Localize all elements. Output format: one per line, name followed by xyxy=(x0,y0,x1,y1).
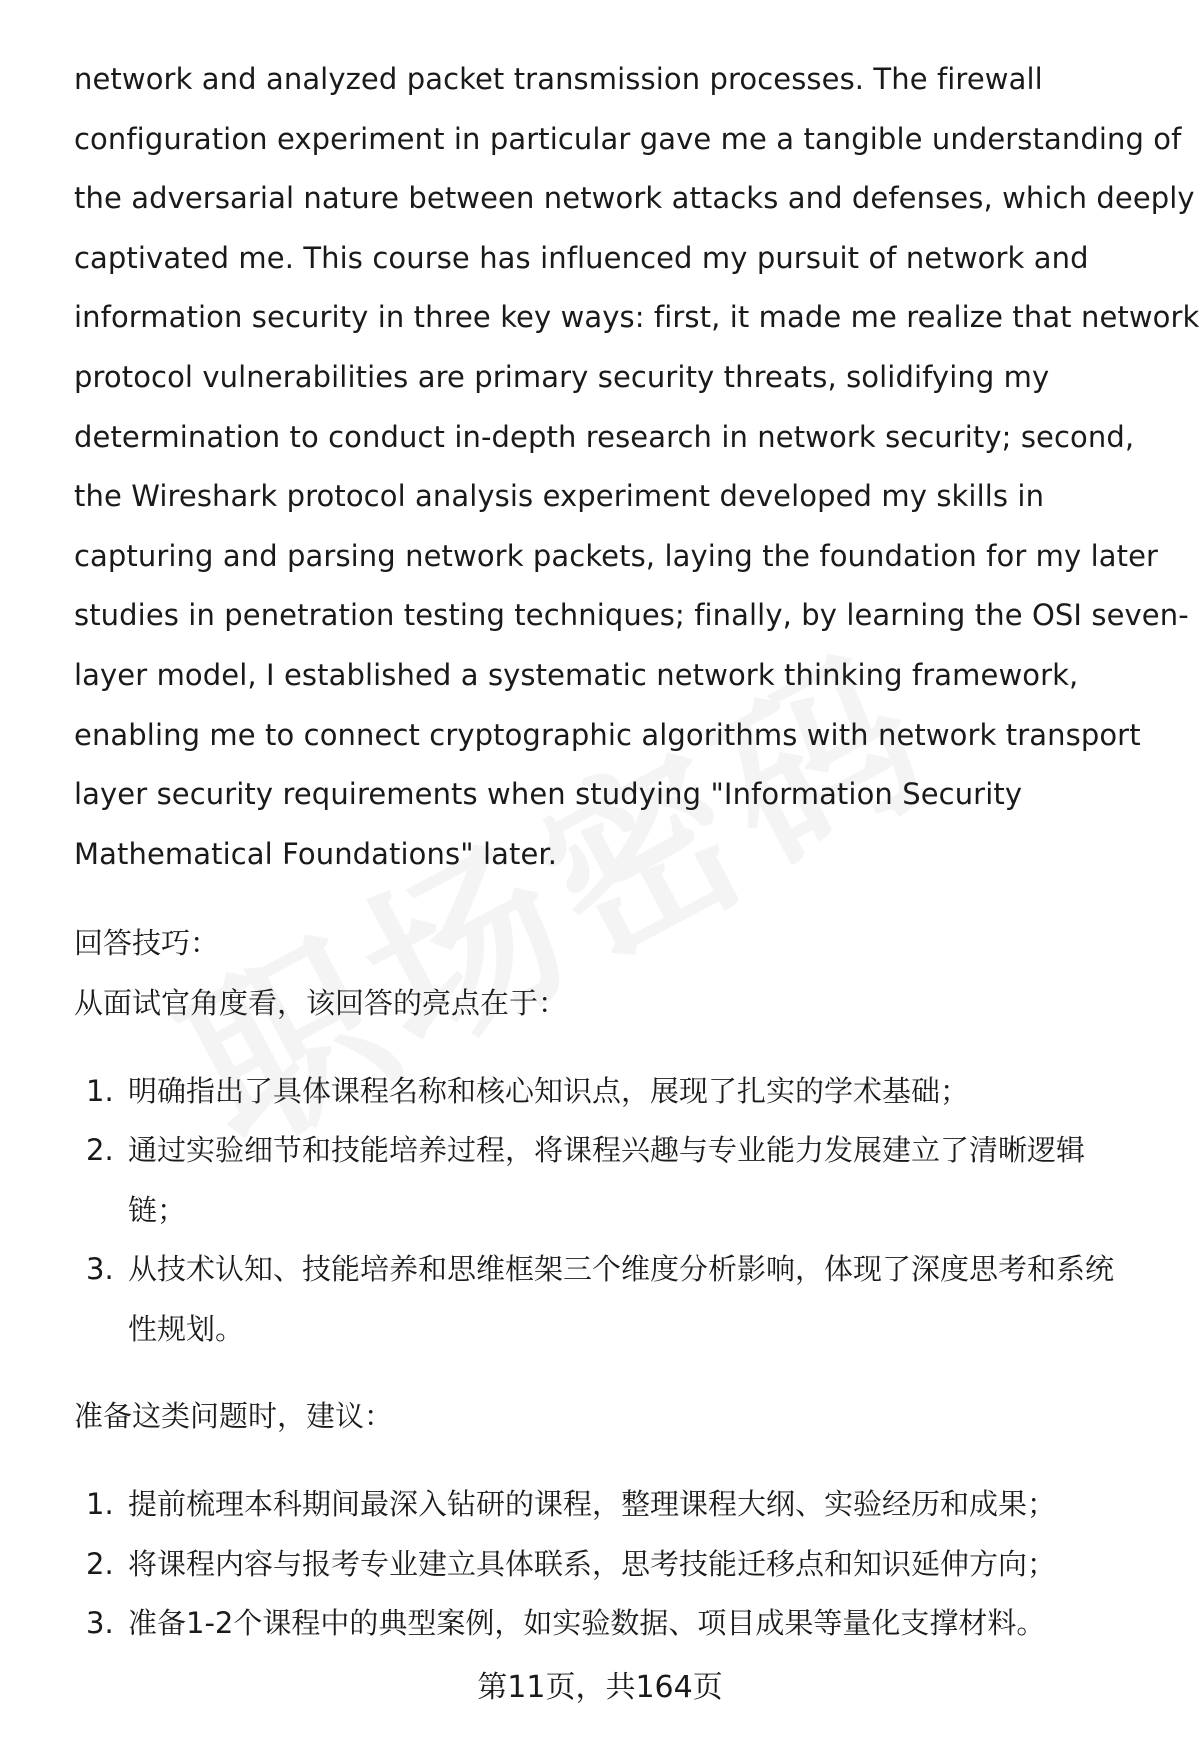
list-item xyxy=(74,1062,1164,1122)
document-page xyxy=(74,50,1200,1654)
list-item-text: 提前梳理本科期间最深入钻研的课程，整理课程大纲、实验经历和成果； xyxy=(128,1487,1057,1522)
list-item-text: 性规划。 xyxy=(128,1311,245,1346)
list-number: 1. xyxy=(86,1073,114,1108)
list-number: 1. xyxy=(86,1487,114,1522)
list-item-text: 从技术认知、技能培养和思维框架三个维度分析影响，体现了深度思考和系统 xyxy=(128,1252,1115,1287)
list-item xyxy=(74,1240,1164,1359)
paragraph-line: studies in penetration testing techniques; finally, by learning the OSI seven- xyxy=(74,598,1189,633)
list-item-text: 通过实验细节和技能培养过程，将课程兴趣与专业能力发展建立了清晰逻辑 xyxy=(128,1133,1086,1168)
paragraph-line: Mathematical Foundations" later. xyxy=(74,836,558,871)
paragraph-line: protocol vulnerabilities are primary security threats, solidifying my xyxy=(74,359,1050,394)
list-item-text: 将课程内容与报考专业建立具体联系，思考技能迁移点和知识延伸方向； xyxy=(128,1546,1057,1581)
paragraph-line: configuration experiment in particular gave me a tangible understanding of xyxy=(74,121,1182,156)
list-item xyxy=(74,1535,1164,1595)
list-number: 2. xyxy=(86,1546,114,1581)
list-item xyxy=(74,1121,1164,1240)
paragraph-line: the Wireshark protocol analysis experiment developed my skills in xyxy=(74,479,1045,514)
body-paragraph xyxy=(74,50,1200,884)
advice-list xyxy=(74,1475,1164,1654)
paragraph-line: determination to conduct in-depth research in network security; second, xyxy=(74,419,1135,454)
list-number: 3. xyxy=(86,1606,114,1641)
page-number-footer: 第11页，共164页 xyxy=(477,1670,723,1705)
tips-heading: 回答技巧： xyxy=(74,926,220,961)
paragraph-line: layer security requirements when studying "Information Security xyxy=(74,777,1023,812)
list-item-text: 明确指出了具体课程名称和核心知识点，展现了扎实的学术基础； xyxy=(128,1073,970,1108)
paragraph-line: the adversarial nature between network attacks and defenses, which deeply xyxy=(74,181,1195,216)
list-item-text: 链； xyxy=(128,1192,187,1227)
paragraph-line: captivated me. This course has influenced my pursuit of network and xyxy=(74,240,1089,275)
tips-intro: 从面试官角度看，该回答的亮点在于： xyxy=(74,985,568,1020)
paragraph-line: information security in three key ways: first, it made me realize that network xyxy=(74,300,1200,335)
tips-list xyxy=(74,1062,1164,1360)
list-item xyxy=(74,1475,1164,1535)
paragraph-line: capturing and parsing network packets, laying the foundation for my later xyxy=(74,538,1159,573)
list-item-text: 准备1-2个课程中的典型案例，如实验数据、项目成果等量化支撑材料。 xyxy=(128,1606,1046,1641)
list-item xyxy=(74,1594,1164,1654)
advice-heading: 准备这类问题时，建议： xyxy=(74,1399,394,1434)
paragraph-line: network and analyzed packet transmission processes. The firewall xyxy=(74,62,1043,96)
list-number: 2. xyxy=(86,1133,114,1168)
paragraph-line: enabling me to connect cryptographic algorithms with network transport xyxy=(74,717,1141,752)
list-number: 3. xyxy=(86,1252,114,1287)
paragraph-line: layer model, I established a systematic network thinking framework, xyxy=(74,657,1079,692)
